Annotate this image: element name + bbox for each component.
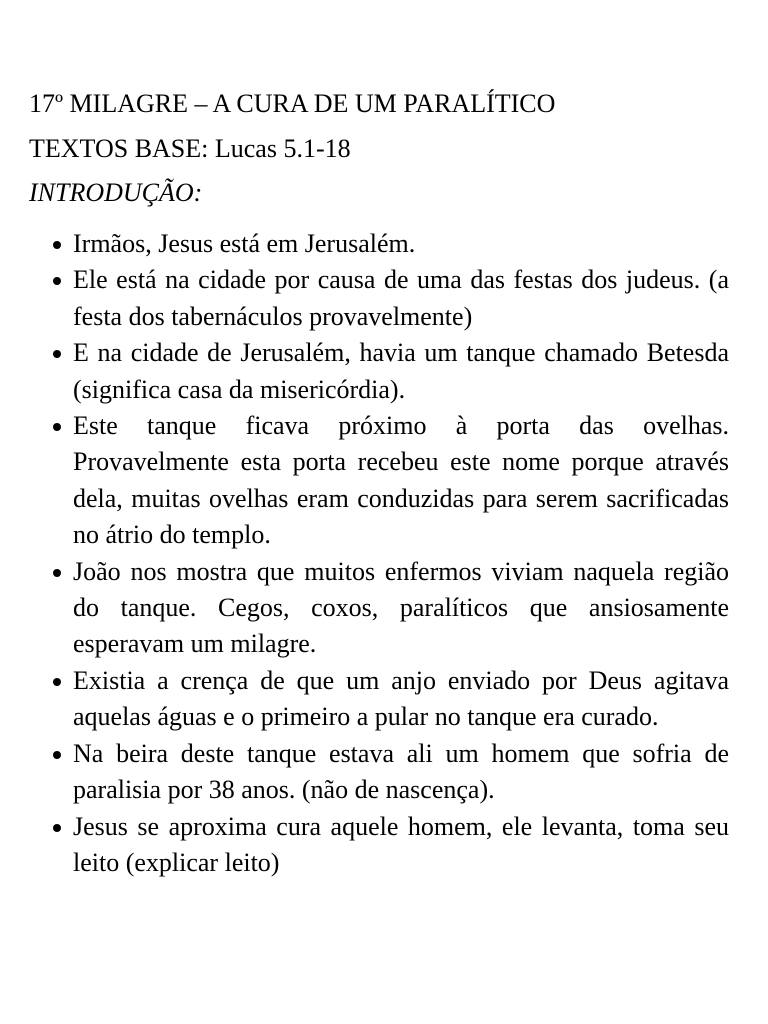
list-item	[0, 663, 729, 736]
list-item	[0, 226, 729, 262]
bullet-icon	[53, 277, 61, 285]
bullet-icon	[53, 423, 61, 431]
introduction-heading: INTRODUÇÃO:	[29, 178, 203, 207]
list-item-text: Irmãos, Jesus está em Jerusalém.	[73, 229, 416, 258]
bullet-icon	[53, 824, 61, 832]
bullet-icon	[53, 569, 61, 577]
bullet-icon	[53, 241, 61, 249]
list-item	[0, 335, 729, 408]
list-item	[0, 408, 729, 554]
list-item-text: Existia a crença de que um anjo enviado por Deus agitava aquelas águas e o primeiro a pular no tanque era curado.	[73, 665, 729, 732]
list-item-text: Na beira deste tanque estava ali um homem que sofria de paralisia por 38 anos. (não de nascença).	[73, 738, 729, 805]
base-texts-line: TEXTOS BASE: Lucas 5.1-18	[29, 134, 351, 163]
bullet-icon	[53, 350, 61, 358]
bullet-list	[0, 226, 768, 881]
list-item-text: Ele está na cidade por causa de uma das festas dos judeus. (a festa dos tabernáculos provavelmente)	[73, 265, 729, 331]
list-item-text: Jesus se aproxima cura aquele homem, ele levanta, toma seu leito (explicar leito)	[73, 811, 729, 877]
list-item-text: Este tanque ficava próximo à porta das ovelhas. Provavelmente esta porta recebeu este nome porque através dela, muitas ovelhas eram conduzidas para serem sacrificadas no átrio do templo.	[73, 411, 729, 550]
list-item-text: João nos mostra que muitos enfermos viviam naquela região do tanque. Cegos, coxos, paralíticos que ansiosamente esperavam um milagre.	[73, 556, 729, 659]
list-item	[0, 554, 729, 663]
list-item	[0, 262, 729, 335]
document-title: 17º MILAGRE – A CURA DE UM PARALÍTICO	[29, 89, 556, 118]
list-item-text: E na cidade de Jerusalém, havia um tanque chamado Betesda (significa casa da misericórdia).	[73, 338, 729, 404]
bullet-icon	[53, 678, 61, 686]
list-item	[0, 736, 729, 809]
bullet-icon	[53, 751, 61, 759]
list-item	[0, 809, 729, 882]
